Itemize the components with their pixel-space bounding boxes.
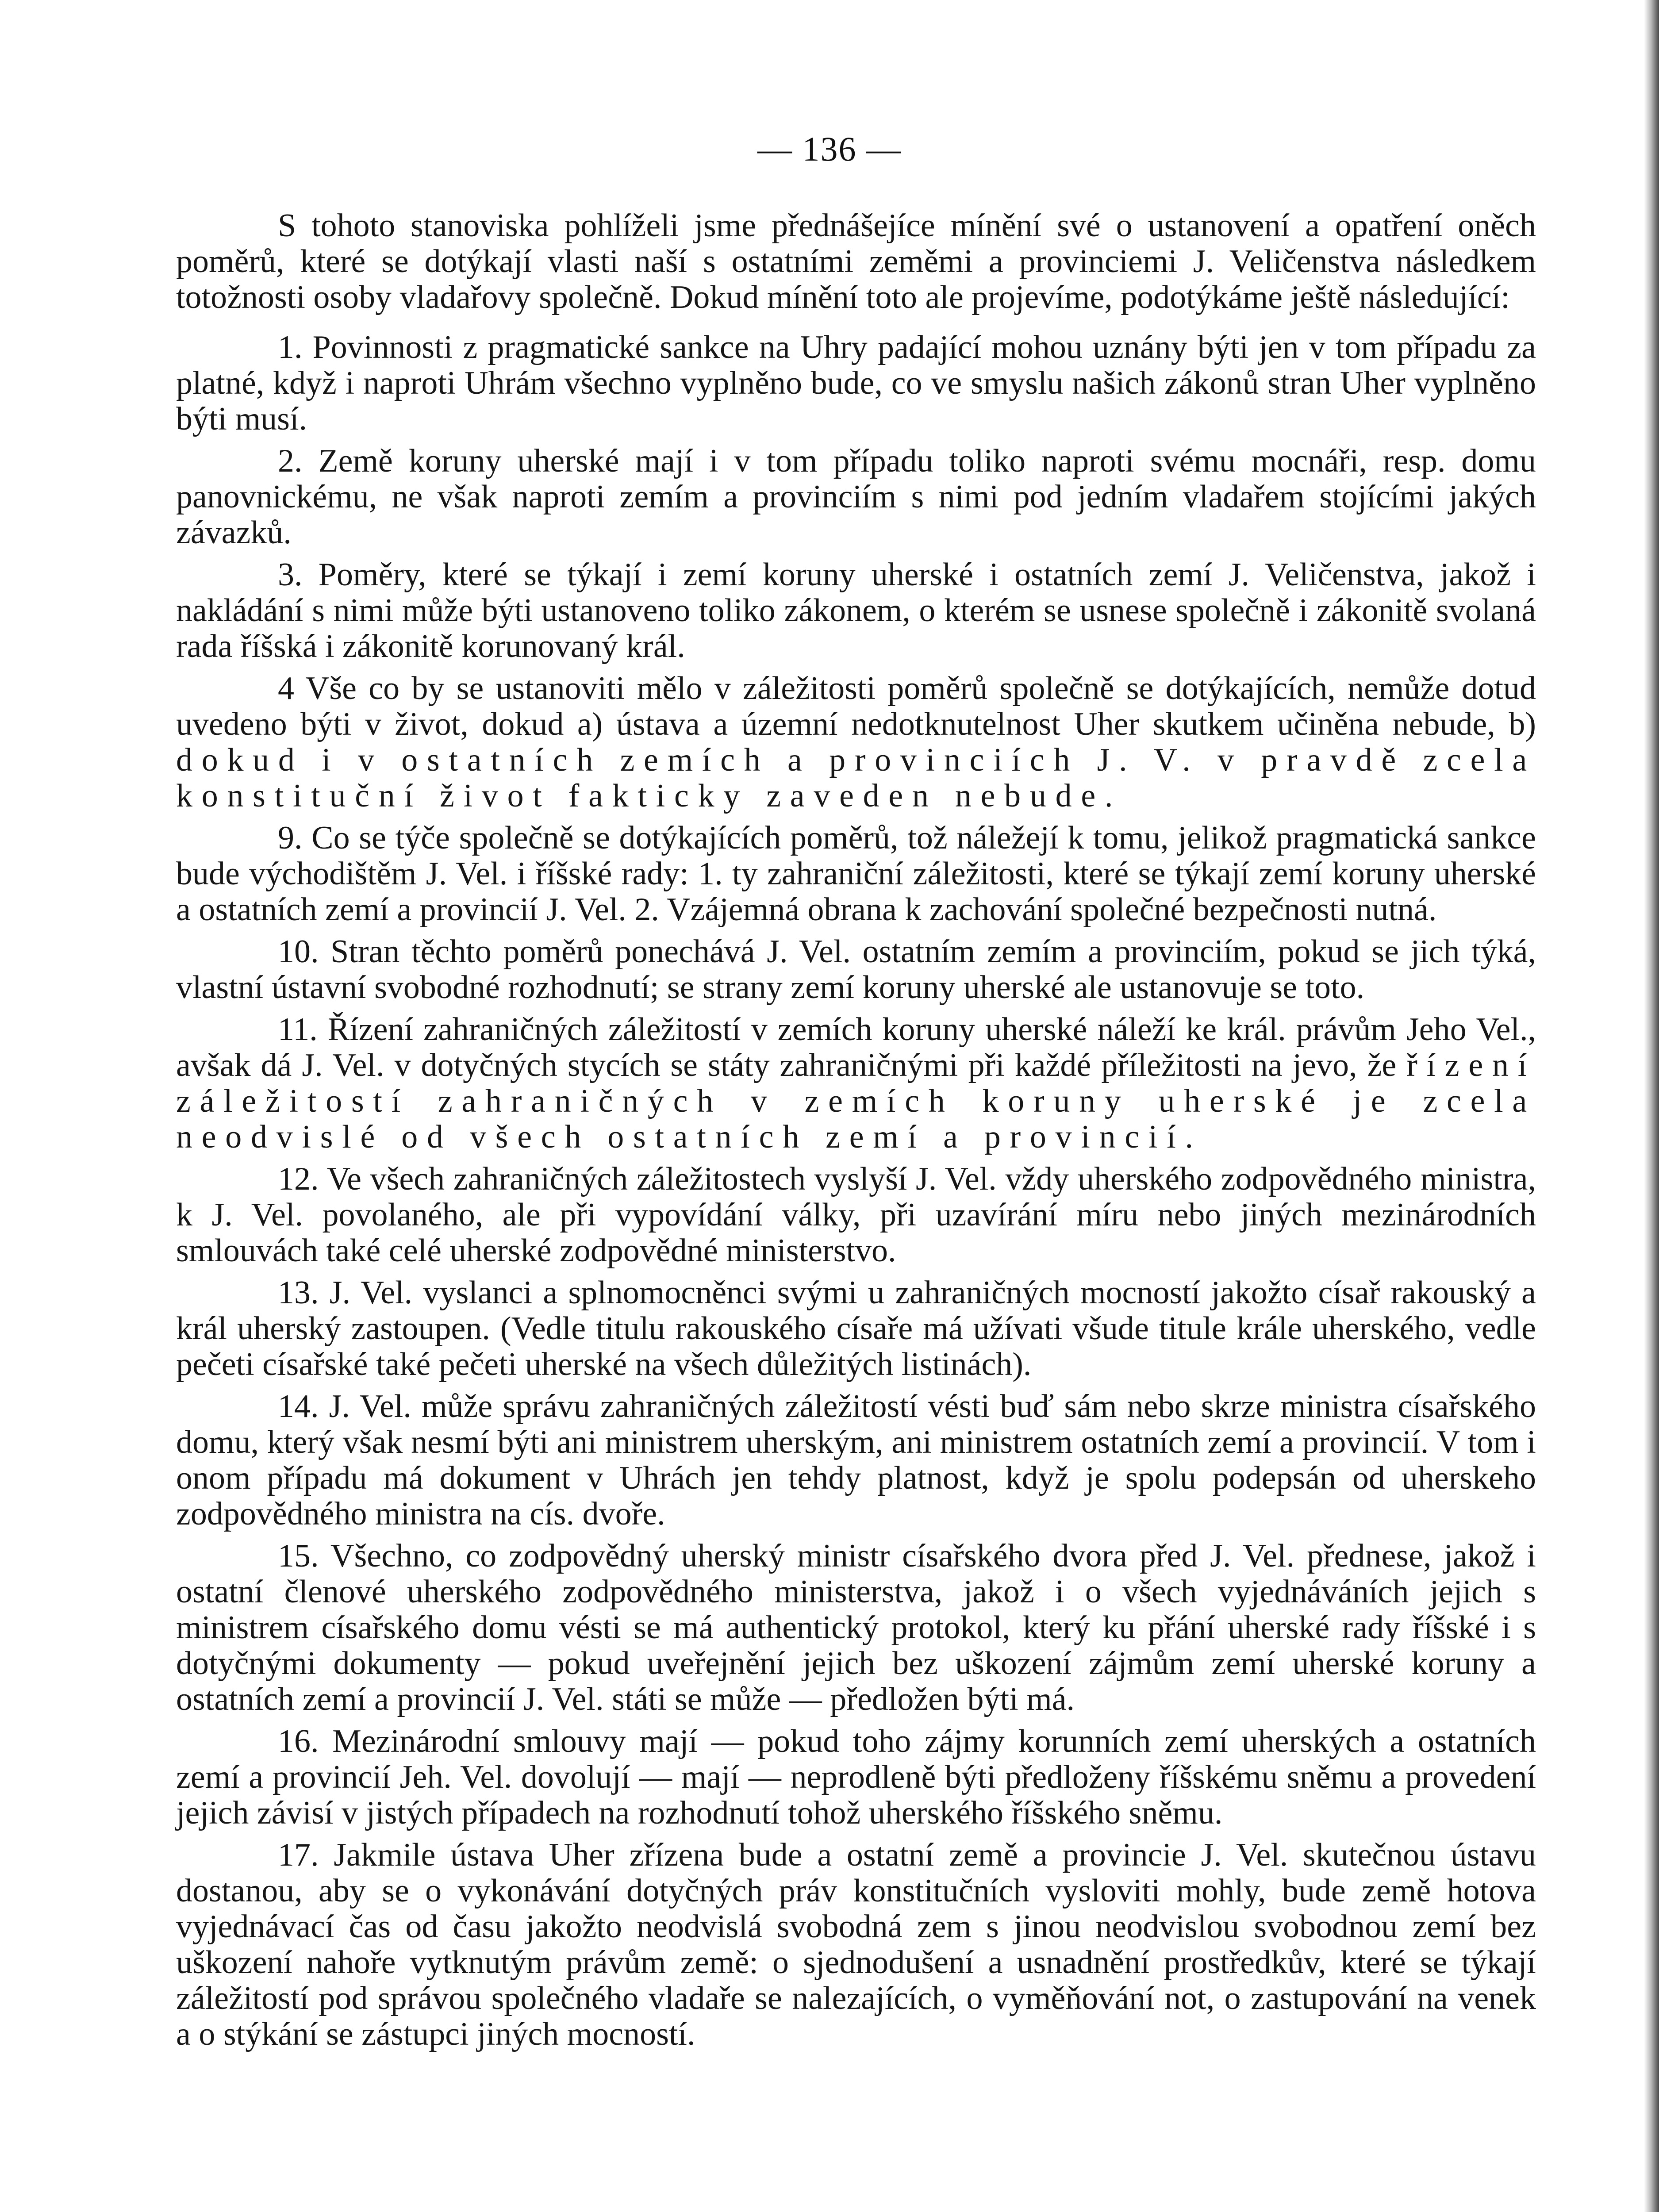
paragraph-10: 10. Stran těchto poměrů ponechává J. Vel. ostatním zemím a provinciím, pokud se jich týká, vlastní ústavní svobodné rozhodnutí; se strany zemí koruny uherské ale ustanovuje se toto. [176, 933, 1536, 1006]
paragraph-4-text: 4 Vše co by se ustanoviti mělo v záležitosti poměrů společně se dotýkajících, nemůže dotud uvedeno býti v život, dokud a) ústava a územní nedotknutelnost Uher skutkem učiněna nebude, b) [176, 670, 1536, 742]
paragraph-13: 13. J. Vel. vyslanci a splnomocněnci svými u zahraničných mocností jakožto císař rakouský a král uherský zastoupen. (Vedle titulu rakouského císaře má užívati všude titule krále uherského, vedle pečeti císařské také pečeti uherské na všech důležitých listinách). [176, 1275, 1536, 1382]
paragraph-14: 14. J. Vel. může správu zahraničných záležitostí vésti buď sám nebo skrze ministra císařského domu, který však nesmí býti ani ministrem uherským, ani ministrem ostatních zemí a provincií. V tom i onom případu má dokument v Uhrách jen tehdy platnost, když je spolu podepsán od uherskeho zodpovědného ministra na cís. dvoře. [176, 1388, 1536, 1532]
paragraph-16: 16. Mezinárodní smlouvy mají — pokud toho zájmy korunních zemí uherských a ostatních zemí a provincií Jeh. Vel. dovolují — mají — neprodleně býti předloženy říšskému sněmu a provedení jejich závisí v jistých případech na rozhodnutí tohož uherského říšského sněmu. [176, 1723, 1536, 1831]
document-body [176, 208, 1536, 2058]
paragraph-3: 3. Poměry, které se týkají i zemí koruny uherské i ostatních zemí J. Veličenstva, jakož i nakládání s nimi může býti ustanoveno toliko zákonem, o kterém se usnese společně i zákonitě svolaná rada říšská i zákonitě korunovaný král. [176, 557, 1536, 664]
paragraph-4 [176, 671, 1536, 814]
paragraph-intro: S tohoto stanoviska pohlíželi jsme přednášejíce mínění své o ustanovení a opatření oněch poměrů, které se dotýkají vlasti naší s ostatními zeměmi a provinciemi J. Veličenstva následkem totožnosti osoby vladařovy společně. Dokud mínění toto ale projevíme, podotýkáme ještě následující: [176, 207, 1536, 315]
paragraph-17: 17. Jakmile ústava Uher zřízena bude a ostatní země a provincie J. Vel. skutečnou ústavu dostanou, aby se o vykonávání dotyčných práv konstitučních vysloviti mohly, bude země hotova vyjednávací čas od času jakožto neodvislá svobodná zem s jinou neodvislou svobodnou zemí bez uškození nahoře vytknutým právům země: o sjednodušení a usnadnění prostředkův, které se týkají záležitostí pod správou společného vladaře se nalezajících, o vyměňování not, o zastupování na venek a o stýkání se zástupci jiných mocností. [176, 1837, 1536, 2052]
paragraph-11 [176, 1012, 1536, 1155]
paragraph-9: 9. Co se týče společně se dotýkajících poměrů, tož náležejí k tomu, jelikož pragmatická sankce bude východištěm J. Vel. i říšské rady: 1. ty zahraniční záležitosti, které se týkají zemí koruny uherské a ostatních zemí a provincií J. Vel. 2. Vzájemná obrana k zachování společné bezpečnosti nutná. [176, 820, 1536, 928]
paragraph-12: 12. Ve všech zahraničných záležitostech vyslyší J. Vel. vždy uherského zodpovědného ministra, k J. Vel. povolaného, ale při vypovídání války, při uzavírání míru nebo jiných mezinárodních smlouvách také celé uherské zodpovědné ministerstvo. [176, 1161, 1536, 1269]
page-number: — 136 — [757, 130, 902, 168]
paragraph-2: 2. Země koruny uherské mají i v tom případu toliko naproti svému mocnáři, resp. domu panovnickému, ne však naproti zemím a provinciím s nimi pod jedním vladařem stojícími jakých závazků. [176, 443, 1536, 551]
page-edge-shadow [1644, 0, 1659, 2212]
paragraph-15: 15. Všechno, co zodpovědný uherský ministr císařského dvora před J. Vel. přednese, jakož i ostatní členové uherského zodpovědného ministerstva, jakož i o všech vyjednáváních jejich s ministrem císařského domu vésti se má authentický protokol, který ku přání uherské rady říšské i s dotyčnými dokumenty — pokud uveřejnění jejich bez uškození zájmům zemí uherské koruny a ostatních zemí a provincií J. Vel. státi se může — předložen býti má. [176, 1538, 1536, 1717]
paragraph-11-text: 11. Řízení zahraničných záležitostí v zemích koruny uherské náleží ke král. právům Jeho Vel., avšak dá J. Vel. v dotyčných stycích se státy zahraničnými při každé příležitosti na jevo, že [176, 1011, 1536, 1083]
paragraph-4-emphasis: dokud i v ostatních zemích a provinciích J. V. v pravdě zcela konstituční život fakticky zaveden nebude. [176, 742, 1536, 814]
paragraph-1: 1. Povinnosti z pragmatické sankce na Uhry padající mohou uznány býti jen v tom případu za platné, když i naproti Uhrám všechno vyplněno bude, co ve smyslu našich zákonů stran Uher vyplněno býti musí. [176, 329, 1536, 437]
paragraph-11-emphasis: řízení záležitostí zahraničných v zemích koruny uherské je zcela neodvislé od všech ostatních zemí a provincií. [176, 1047, 1536, 1155]
